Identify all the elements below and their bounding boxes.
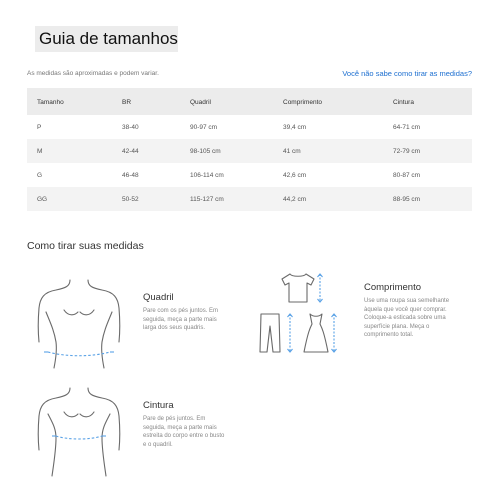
cell-cintura: 72-79 cm [393,148,421,155]
cell-quadril: 106-114 cm [190,172,224,179]
page-title: Guia de tamanhos [39,29,178,48]
waist-desc-line: seguida, meça a parte mais [143,424,217,431]
cell-cintura: 64-71 cm [393,124,421,131]
waist-desc-line: estreita do corpo entre o busto [143,433,225,439]
cell-size: GG [37,196,48,203]
cell-cintura: 88-95 cm [393,196,421,203]
hip-desc-line: Pare com os pés juntos. Em [143,308,219,314]
length-desc-line: comprimento total. [364,332,414,338]
table-row [27,115,472,139]
cell-cintura: 80-87 cm [393,172,421,179]
cell-br: 46-48 [122,172,139,179]
length-desc-line: àquela que você quer comprar. [364,306,447,313]
waist-description [143,415,258,449]
page-subtitle: As medidas são aproximadas e podem variar. [27,70,159,77]
length-title: Comprimento [364,282,422,293]
table-row [27,163,472,187]
hip-description [143,307,253,333]
cell-comprimento: 39,4 cm [283,124,307,131]
hip-desc-line: seguida, meça a parte mais [143,316,217,323]
tshirt-icon [278,270,328,306]
cell-comprimento: 44,2 cm [283,196,307,203]
cell-quadril: 98-105 cm [190,148,221,155]
hip-figure-icon [26,270,132,370]
size-table [27,88,472,211]
length-description [364,297,484,340]
cell-size: P [37,124,42,131]
waist-desc-line: Pare de pés juntos. Em [143,416,206,422]
waist-figure-icon [26,378,132,478]
cell-comprimento: 42,6 cm [283,172,307,179]
hip-desc-line: larga dos seus quadris. [143,325,206,331]
cell-size: G [37,172,43,179]
how-to-measure-link[interactable]: Você não sabe como tirar as medidas? [342,69,472,78]
length-desc-line: superfície plana. Meça o [364,323,430,330]
how-to-measure-title: Como tirar suas medidas [27,240,144,252]
length-desc-line: Use uma roupa sua semelhante [364,298,450,304]
header-tamanho: Tamanho [37,99,64,106]
cell-quadril: 90-97 cm [190,124,218,131]
waist-desc-line: e o quadril. [143,441,173,448]
waist-title: Cintura [143,400,174,411]
table-row [27,187,472,211]
cell-quadril: 115-127 cm [190,196,224,203]
cell-br: 38-40 [122,124,139,131]
cell-br: 42-44 [122,148,139,155]
table-row [27,139,472,163]
header-comprimento: Comprimento [283,99,323,106]
header-cintura: Cintura [393,99,414,106]
cell-size: M [37,148,43,155]
table-header [27,88,472,115]
header-quadril: Quadril [190,99,211,106]
header-br: BR [122,99,132,106]
dress-icon [300,310,340,356]
cell-comprimento: 41 cm [283,148,301,155]
hip-title: Quadril [143,292,174,303]
length-desc-line: Coloque-a esticada sobre uma [364,315,446,321]
pants-icon [256,310,302,356]
cell-br: 50-52 [122,196,139,203]
